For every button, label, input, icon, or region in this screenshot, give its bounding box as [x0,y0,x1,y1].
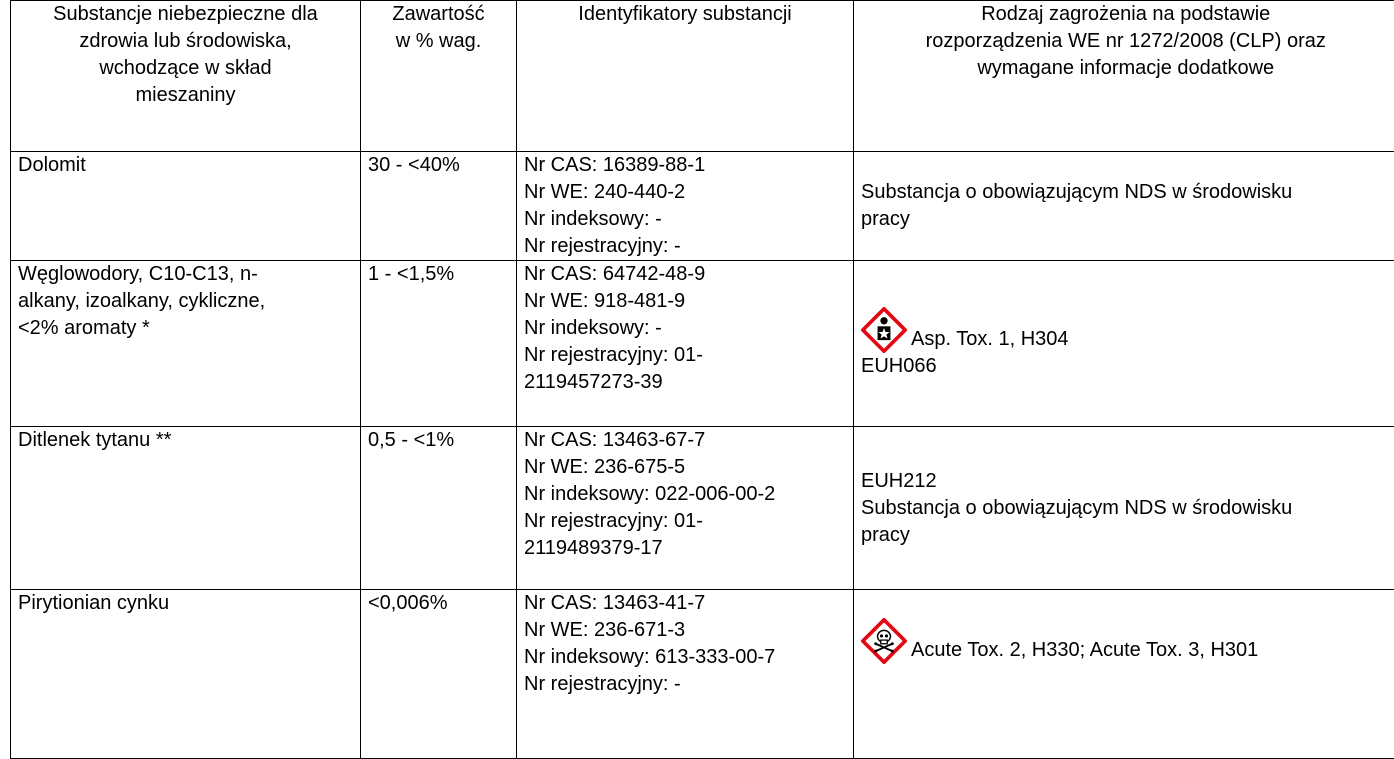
substance-name-cell [11,152,361,261]
identifiers-cell [517,152,854,261]
content-cell [361,427,517,590]
header-substances-line: Substancje niebezpieczne dla [18,1,353,28]
header-hazard-line: rozporządzenia WE nr 1272/2008 (CLP) oraz [861,28,1391,55]
hazard-note: pracy [861,206,1391,233]
substance-name-cell [11,590,361,759]
ec-number: Nr WE: 918-481-9 [524,288,846,315]
identifiers-cell [517,261,854,427]
substance-name-cell [11,261,361,427]
health-hazard-icon [861,307,907,353]
hazard-note: Substancja o obowiązującym NDS w środowisku [861,495,1391,522]
hazard-cell [854,261,1394,427]
hazard-note: EUH066 [861,353,1391,380]
content-cell [361,152,517,261]
substance-name: Węglowodory, C10-C13, n- [18,261,353,288]
content-cell [361,261,517,427]
index-number: Nr indeksowy: 022-006-00-2 [524,481,846,508]
substance-name: Ditlenek tytanu ** [18,427,353,454]
cas-number: Nr CAS: 64742-48-9 [524,261,846,288]
header-identifiers-line: Identyfikatory substancji [524,1,846,28]
table-row [11,261,1394,427]
registration-number: Nr rejestracyjny: - [524,233,846,260]
header-hazard-line: wymagane informacje dodatkowe [861,55,1391,82]
ec-number: Nr WE: 240-440-2 [524,179,846,206]
index-number: Nr indeksowy: - [524,206,846,233]
hazardous-substances-table [10,0,1394,759]
substance-name: alkany, izoalkany, cykliczne, [18,288,353,315]
ec-number: Nr WE: 236-671-3 [524,617,846,644]
hazard-classification-text: Asp. Tox. 1, H304 [911,326,1069,353]
index-number: Nr indeksowy: - [524,315,846,342]
table-row [11,590,1394,759]
content-value: <0,006% [368,590,509,617]
registration-number: 2119457273-39 [524,369,846,396]
content-value: 1 - <1,5% [368,261,509,288]
substance-name: <2% aromaty * [18,315,353,342]
substance-name-cell [11,427,361,590]
header-content-line: w % wag. [368,28,509,55]
content-cell [361,590,517,759]
hazard-classification-text: Acute Tox. 2, H330; Acute Tox. 3, H301 [911,637,1258,664]
header-substances-line: zdrowia lub środowiska, [18,28,353,55]
index-number: Nr indeksowy: 613-333-00-7 [524,644,846,671]
content-value: 30 - <40% [368,152,509,179]
header-hazard-type [854,1,1394,152]
registration-number: Nr rejestracyjny: - [524,671,846,698]
hazard-note: EUH212 [861,468,1391,495]
registration-number: 2119489379-17 [524,535,846,562]
hazard-note: Substancja o obowiązującym NDS w środowisku [861,179,1391,206]
content-value: 0,5 - <1% [368,427,509,454]
hazard-note: pracy [861,522,1391,549]
table-row [11,427,1394,590]
identifiers-cell [517,590,854,759]
hazard-cell [854,590,1394,759]
identifiers-cell [517,427,854,590]
hazard-classification [861,618,1391,664]
substance-name: Dolomit [18,152,353,179]
table-header-row [11,1,1394,152]
header-content-line: Zawartość [368,1,509,28]
header-substances-line: wchodzące w skład [18,55,353,82]
table-row [11,152,1394,261]
registration-number: Nr rejestracyjny: 01- [524,508,846,535]
header-identifiers [517,1,854,152]
header-substances [11,1,361,152]
hazard-cell [854,427,1394,590]
ec-number: Nr WE: 236-675-5 [524,454,846,481]
cas-number: Nr CAS: 16389-88-1 [524,152,846,179]
cas-number: Nr CAS: 13463-67-7 [524,427,846,454]
substance-name: Pirytionian cynku [18,590,353,617]
header-hazard-line: Rodzaj zagrożenia na podstawie [861,1,1391,28]
hazard-classification [861,307,1391,353]
header-content [361,1,517,152]
header-substances-line: mieszaniny [18,82,353,109]
cas-number: Nr CAS: 13463-41-7 [524,590,846,617]
registration-number: Nr rejestracyjny: 01- [524,342,846,369]
hazard-cell [854,152,1394,261]
skull-crossbones-icon [861,618,907,664]
